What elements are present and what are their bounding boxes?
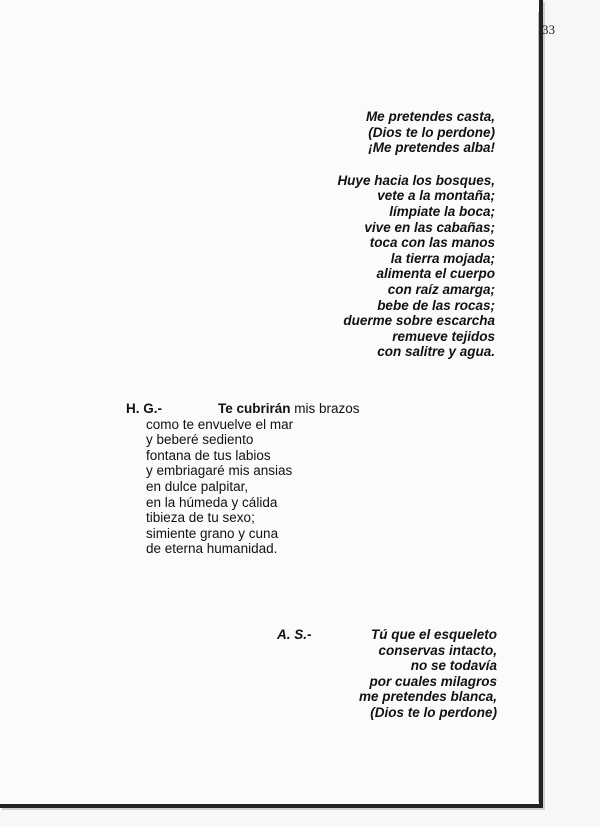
poem-line: (Dios te lo perdone) <box>368 124 495 140</box>
as-line: conservas intacto, <box>378 642 497 658</box>
poem-line: remueve tejidos <box>392 328 495 344</box>
hg-line: de eterna humanidad. <box>146 541 278 557</box>
hg-line: fontana de tus labios <box>146 447 271 463</box>
hg-first-line <box>126 401 426 417</box>
poem-line: Huye hacia los bosques, <box>337 172 495 188</box>
as-speaker-label: A. S.- <box>277 627 312 642</box>
as-line: (Dios te lo perdone) <box>370 704 497 720</box>
poem-line: vete a la montaña; <box>377 188 495 204</box>
hg-line: en la húmeda y cálida <box>146 494 278 510</box>
as-line: me pretendes blanca, <box>358 689 497 705</box>
poem-stanza-one <box>337 109 495 360</box>
hg-line: como te envuelve el mar <box>146 416 294 432</box>
poem-line: límpiate la boca; <box>389 203 495 219</box>
page-number: 33 <box>542 22 555 37</box>
poem-line: toca con las manos <box>369 235 495 251</box>
poem-line: duerme sobre escarcha <box>343 313 495 329</box>
hg-first-phrase <box>218 401 360 416</box>
as-line: Tú que el esqueleto <box>370 627 497 642</box>
poem-line: bebe de las rocas; <box>377 297 495 313</box>
poem-line: con salitre y agua. <box>377 344 495 360</box>
poem-line: con raíz amarga; <box>387 281 495 297</box>
poem-line: vive en las cabañas; <box>364 219 495 235</box>
hg-first-bold: Te cubrirán <box>218 401 291 416</box>
as-verse-lines <box>277 627 497 721</box>
stanza-gap <box>337 156 495 173</box>
poem-line: ¡Me pretendes alba! <box>368 140 495 156</box>
hg-line: en dulce palpitar, <box>146 478 249 494</box>
poem-line: alimenta el cuerpo <box>376 266 495 282</box>
hg-verse-lines <box>146 417 426 557</box>
as-line: no se todavía <box>410 658 497 674</box>
hg-line: tibieza de tu sexo; <box>146 510 255 526</box>
hg-first-rest: mis brazos <box>290 401 360 416</box>
as-line: por cuales milagros <box>369 673 497 689</box>
poem-line: Me pretendes casta, <box>365 109 495 124</box>
hg-line: simiente grano y cuna <box>146 525 279 541</box>
poem-line: la tierra mojada; <box>390 250 495 266</box>
hg-speaker-label: H. G.- <box>126 401 162 416</box>
hg-line: y embriagaré mis ansias <box>146 463 293 479</box>
hg-line: y beberé sediento <box>146 432 254 448</box>
hg-dialogue <box>126 401 426 557</box>
